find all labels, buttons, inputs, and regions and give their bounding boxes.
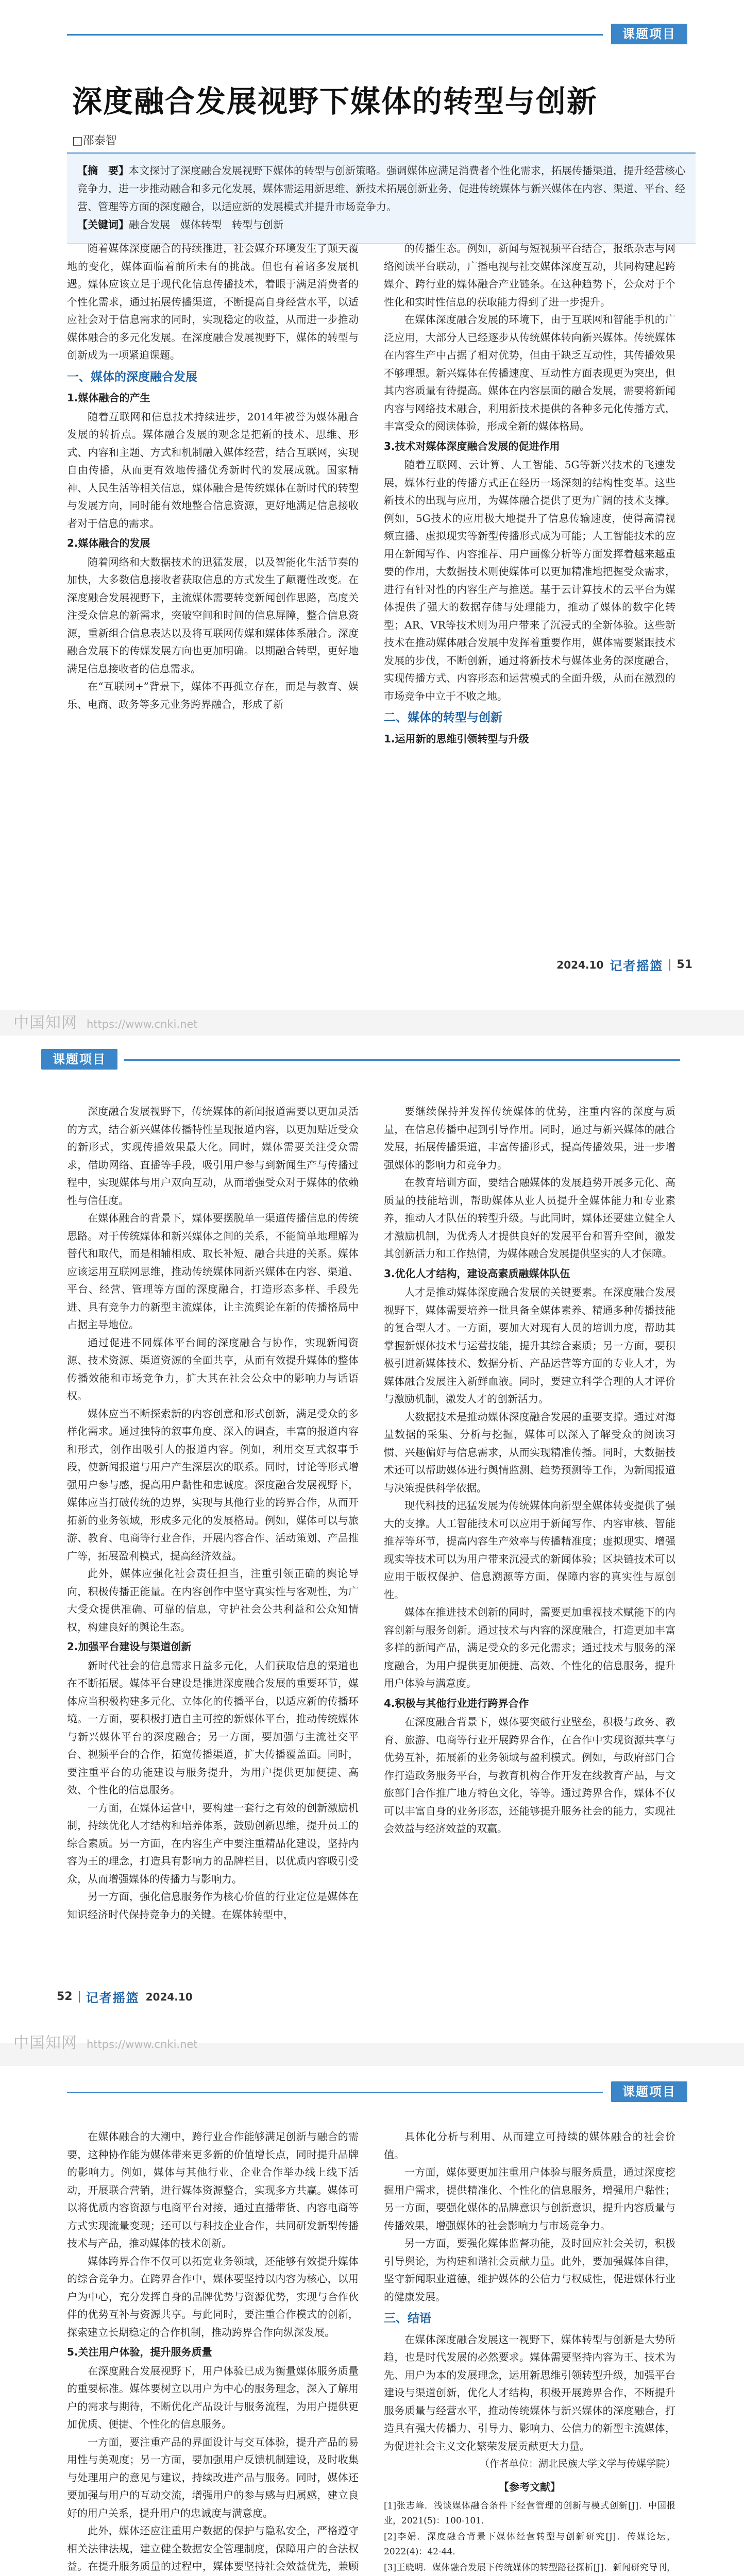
- body-paragraph: 一方面，媒体要更加注重用户体验与服务质量，通过深度挖掘用户需求，提供精准化、个性化的信息服务，增强用户黏性；另一方面，要强化媒体的品牌意识与创新意识，提升内容质量与传播效果，增强媒体的社会影响力与市场竞争力。: [384, 2166, 675, 2232]
- body-paragraph: 具体化分析与利用、从而建立可持续的媒体融合的社会价值。: [384, 2130, 675, 2161]
- body-paragraph: 媒体跨界合作不仅可以拓宽业务领域，还能够有效提升媒体的综合竞争力。在跨界合作中，媒体要坚持以内容为核心，以用户为中心，充分发挥自身的品牌优势与资源优势，实现与合作伙伴的优势互补与资源共享。与此同时，要注重合作模式的创新，探索建立长期稳定的合作机制，推动跨界合作向纵深发展。: [67, 2255, 359, 2338]
- journal-page-51: [0, 0, 744, 1010]
- article-author: □邵泰智: [72, 134, 117, 147]
- body-paragraph: 在教育培训方面，要结合融媒体的发展趋势开展多元化、高质量的技能培训，帮助媒体从业人员提升全媒体能力和专业素养，推动人才队伍的转型升级。与此同时，媒体还要建立健全人才激励机制，为优秀人才提供良好的发展平台和晋升空间，激发其创新活力和工作热情，为媒体融合发展提供坚实的人才保障。: [384, 1176, 675, 1260]
- journal-page-52: [0, 1036, 744, 2043]
- body-paragraph: 随着互联网、云计算、人工智能、5G等新兴技术的飞速发展，媒体行业的传播方式正在经历一场深刻的结构性变革。这些新技术的出现与应用，为媒体融合提供了更为广阔的技术支撑。例如，5G技术的应用极大地提升了信息传输速度，使得高清视频直播、虚拟现实等新型传播形式成为可能；人工智能技术的应用在新闻写作、内容推荐、用户画像分析等方面发挥着越来越重要的作用，大数据技术则使媒体可以更加精准地把握受众需求，进行有针对性的内容生产与推送。基于云计算技术的云平台为媒体提供了强大的数据存储与处理能力，推动了媒体的数字化转型；AR、VR等技术则为用户带来了沉浸式的全新体验。这些新技术在推动媒体融合发展中发挥着重要作用，媒体需要紧跟技术发展的步伐，不断创新，通过将新技术与媒体业务的深度融合，实现传播方式、内容形态和运营模式的全面升级，从而在激烈的市场竞争中立于不败之地。: [384, 459, 675, 702]
- body-paragraph: 一方面，在媒体运营中，要构建一套行之有效的创新激励机制，持续优化人才结构和培养体系，鼓励创新思维，提升员工的综合素质。另一方面，在内容生产中要注重精品化建设，坚持内容为王的理念，打造具有影响力的品牌栏目，以优质内容吸引受众，从而增强媒体的传播力与影响力。: [67, 1801, 359, 1885]
- body-column-right: [384, 2128, 675, 2576]
- section-heading: 三、结语: [384, 2312, 431, 2325]
- subsection-heading: 3.优化人才结构，建设高素质融媒体队伍: [384, 1267, 570, 1280]
- body-paragraph: 在深度融合发展视野下，用户体验已成为衡量媒体服务质量的重要标准。媒体要树立以用户为中心的服务理念，深入了解用户的需求与期待，不断优化产品设计与服务流程，为用户提供更加优质、便捷、个性化的信息服务。: [67, 2364, 359, 2430]
- section-tag: 课题项目: [41, 1049, 117, 1070]
- footer-divider: [669, 959, 670, 971]
- body-paragraph: 大数据技术是推动媒体深度融合发展的重要支撑。通过对海量数据的采集、分析与挖掘，媒体可以深入了解受众的阅读习惯、兴趣偏好与信息需求，从而实现精准传播。同时，大数据技术还可以帮助媒体进行舆情监测、趋势预测等工作，为新闻报道与决策提供科学依据。: [384, 1410, 675, 1494]
- body-column-left: [67, 240, 359, 713]
- page-footer: [57, 1988, 193, 2006]
- body-paragraph: 此外，媒体还应注重用户数据的保护与隐私安全，严格遵守相关法律法规，建立健全数据安全管理制度，保障用户的合法权益。在提升服务质量的过程中，媒体要坚持社会效益优先，兼顾: [67, 2524, 359, 2572]
- reference-item: [3]王晓明．媒体融合发展下传统媒体的转型路径探析[J]．新闻研究导刊，: [384, 2563, 675, 2573]
- body-paragraph: 在媒体深度融合发展的环境下，由于互联网和智能手机的广泛应用，大部分人已经逐步从传统媒体转向新兴媒体。传统媒体在内容生产中占据了相对优势，但由于缺乏互动性，其传播效果不够理想。新兴媒体在传播速度、互动性方面表现更为突出，但其内容质量有待提高。媒体在内容层面的融合发展，需要将新闻内容与网络技术融合，利用新技术提供的各种多元化传播方式，丰富受众的阅读体验，形成全新的媒体格局。: [384, 313, 675, 432]
- subsection-heading: 3.技术对媒体深度融合发展的促进作用: [384, 439, 560, 452]
- keywords-label: 【关键词】: [77, 218, 129, 231]
- body-column-right: [384, 240, 675, 749]
- body-paragraph: 的传播生态。例如，新闻与短视频平台结合，报纸杂志与网络阅读平台联动，广播电视与社交媒体深度互动，共同构建起跨媒介、跨行业的媒体融合产业链条。在这种趋势下，公众对于个性化和实时性信息的获取能力得到了进一步提升。: [384, 242, 675, 308]
- magazine-name: 记者摇篮: [610, 958, 664, 973]
- body-column-left: [67, 1103, 359, 1923]
- body-paragraph: 在媒体深度融合发展这一视野下，媒体转型与创新是大势所趋，也是时代发展的必然要求。媒体需要坚持内容为王、技术为先、用户为本的发展理念，运用新思维引领转型升级，加强平台建设与渠道创新，优化人才结构，积极开展跨界合作，不断提升服务质量与经营水平，推动传统媒体与新兴媒体的深度融合，打造具有强大传播力、引导力、影响力、公信力的新型主流媒体，为促进社会主义文化繁荣发展贡献更大力量。: [384, 2333, 675, 2452]
- body-paragraph: 随着媒体深度融合的持续推进，社会媒介环境发生了颠天覆地的变化，媒体面临着前所未有的挑战。但也有着诸多发展机遇。媒体应该立足于现代化信息传播技术，着眼于满足消费者的个性化需求，通过拓展传播渠道，不断提高自身经营水平，以适应社会对于信息需求的同时，实现稳定的收益，从而进一步推动媒体融合的多元化发展。在深度融合发展视野下，媒体的转型与创新成为一项紧迫课题。: [67, 242, 359, 361]
- abstract-box: [67, 152, 696, 244]
- subsection-heading: 2.加强平台建设与渠道创新: [67, 1640, 192, 1653]
- article-title: 深度融合发展视野下媒体的转型与创新: [72, 84, 598, 119]
- subsection-heading: 1.运用新的思维引领转型与升级: [384, 732, 529, 745]
- header-rule: [67, 34, 603, 36]
- page-number: 52: [57, 1990, 73, 2003]
- abstract-text: 本文探讨了深度融合发展视野下媒体的转型与创新策略。强调媒体应满足消费者个性化需求，拓展传播渠道，提升经营核心竞争力，进一步推动融合和多元化发展，媒体需运用新思维、新技术拓展创新业务，促进传统媒体与新兴媒体在内容、渠道、平台、经营、管理等方面的深度融合，以适应新的发展模式并提升市场竞争力。: [77, 164, 685, 213]
- watermark-brand: 中国知网: [13, 2034, 77, 2052]
- header-rule: [124, 1059, 680, 1061]
- keywords-text: 融合发展 媒体转型 转型与创新: [129, 218, 283, 231]
- issue-date: 2024.10: [145, 1990, 193, 2003]
- section-tag: 课题项目: [611, 24, 687, 44]
- body-paragraph: 媒体在推进技术创新的同时，需要更加重视技术赋能下的内容创新与服务创新。通过技术与内容的深度融合，打造更加丰富多样的新闻产品，满足受众的多元化需求；通过技术与服务的深度融合，为用户提供更加便捷、高效、个性化的信息服务，提升用户体验与满意度。: [384, 1606, 675, 1689]
- keywords: [77, 216, 685, 234]
- author-affiliation: （作者单位：湖北民族大学文学与传媒学院）: [479, 2458, 675, 2469]
- header-rule: [67, 2092, 603, 2093]
- footer-divider: [79, 1991, 80, 2003]
- subsection-heading: 1.媒体融合的产生: [67, 392, 150, 404]
- subsection-heading: 2.媒体融合的发展: [67, 537, 150, 549]
- magazine-name: 记者摇篮: [86, 1990, 140, 2005]
- reference-item: [1]张志峰．浅谈媒体融合条件下经营管理的创新与模式创新[J]．中国报业，2021(5)：100-101．: [384, 2501, 675, 2526]
- cnki-watermark: [13, 1010, 198, 1032]
- watermark-url: https://www.cnki.net: [87, 2038, 198, 2050]
- body-column-right: [384, 1103, 675, 1838]
- body-paragraph: 媒体应当不断探索新的内容创意和形式创新，满足受众的多样化需求。通过独特的叙事角度、深入的调查，丰富的报道内容和形式，创作出吸引人的报道内容。例如，利用交互式叙事手段，使新闻报道与用户产生深层次的联系。同时，讨论等形式增强用户参与感，提高用户黏性和忠诚度。深度融合发展视野下，媒体应当打破传统的边界，实现与其他行业的跨界合作，从而开拓新的业务领域，形成多元化的发展格局。例如，媒体可以与旅游、教育、电商等行业合作，开展内容合作、活动策划、产品推广等，拓展盈利模式，提高经济效益。: [67, 1407, 359, 1562]
- body-paragraph: 新时代社会的信息需求日益多元化，人们获取信息的渠道也在不断拓展。媒体平台建设是推进深度融合发展的重要环节，媒体应当积极构建多元化、立体化的传播平台，以适应新的传播环境。一方面，要积极打造自主可控的新媒体平台，推动传统媒体与新兴媒体平台的深度融合；另一方面，要加强与主流社交平台、视频平台的合作，拓宽传播渠道，扩大传播覆盖面。同时，要注重平台的功能建设与服务提升，为用户提供更加便捷、高效、个性化的信息服务。: [67, 1659, 359, 1796]
- body-paragraph: 要继续保持并发挥传统媒体的优势，注重内容的深度与质量，在信息传播中起到引导作用。同时，通过与新兴媒体的融合发展，拓展传播渠道，丰富传播形式，提高传播效果，进一步增强媒体的影响力和竞争力。: [384, 1105, 675, 1171]
- body-paragraph: 另一方面，要强化媒体监督功能，及时回应社会关切，积极引导舆论，为构建和谐社会贡献力量。此外，要加强媒体自律，坚守新闻职业道德，维护媒体的公信力与权威性，促进媒体行业的健康发展。: [384, 2237, 675, 2303]
- abstract-label: 【摘 要】: [77, 164, 129, 177]
- body-column-left: [67, 2128, 359, 2576]
- body-paragraph: 此外，媒体应强化社会责任担当，注重引领正确的舆论导向，积极传播正能量。在内容创作中坚守真实性与客观性，为广大受众提供准确、可靠的信息，守护社会公共利益和公众知情权，构建良好的舆论生态。: [67, 1567, 359, 1633]
- body-paragraph: 在深度融合背景下，媒体要突破行业壁垒，积极与政务、教育、旅游、电商等行业开展跨界合作，在合作中实现资源共享与优势互补，拓展新的业务领域与盈利模式。例如，与政府部门合作打造政务服务平台，与教育机构合作开发在线教育产品，与文旅部门合作推广地方特色文化，等等。通过跨界合作，媒体不仅可以丰富自身的业务形态，还能够提升服务社会的能力，实现社会效益与经济效益的双赢。: [384, 1716, 675, 1835]
- body-paragraph: 现代科技的迅猛发展为传统媒体向新型全媒体转变提供了强大的支撑。人工智能技术可以应用于新闻写作、内容审核、智能推荐等环节，提高内容生产效率与传播精准度；虚拟现实、增强现实等技术可以为用户带来沉浸式的新闻体验；区块链技术可以应用于版权保护、信息溯源等方面，保障内容的真实性与原创性。: [384, 1499, 675, 1601]
- body-paragraph: 深度融合发展视野下，传统媒体的新闻报道需要以更加灵活的方式，结合新兴媒体传播特性呈现报道内容，以更加贴近受众的新形式，实现传播效果最大化。同时，媒体需要关注受众需求，借助网络、直播等手段，吸引用户参与到新闻生产与传播过程中，实现媒体与用户双向互动，从而增强受众对于媒体的依赖性与信任度。: [67, 1105, 359, 1207]
- body-paragraph: 人才是推动媒体深度融合发展的关键要素。在深度融合发展视野下，媒体需要培养一批具备全媒体素养、精通多种传播技能的复合型人才。一方面，要加大对现有人员的培训力度，帮助其掌握新媒体技术与运营技能，提升其综合素质；另一方面，要积极引进新媒体技术、数据分析、产品运营等方面的专业人才，为媒体融合发展注入新鲜血液。同时，要建立科学合理的人才评价与激励机制，激发人才的创新活力。: [384, 1286, 675, 1405]
- watermark-brand: 中国知网: [13, 1014, 77, 1032]
- issue-date: 2024.10: [556, 958, 604, 971]
- body-paragraph: 一方面，要注重产品的界面设计与交互体验，提升产品的易用性与美观度；另一方面，要加强用户反馈机制建设，及时收集与处理用户的意见与建议，持续改进产品与服务。同时，媒体还要加强与用户的互动交流，增强用户的参与感与归属感，建立良好的用户关系，提升用户的忠诚度与满意度。: [67, 2435, 359, 2519]
- body-paragraph: 另一方面，强化信息服务作为核心价值的行业定位是媒体在知识经济时代保持竞争力的关键。在媒体转型中，: [67, 1890, 359, 1921]
- section-tag: 课题项目: [611, 2081, 687, 2102]
- page-footer: [556, 956, 692, 974]
- body-paragraph: 在媒体融合的背景下，媒体要摆脱单一渠道传播信息的传统思路。对于传统媒体和新兴媒体之间的关系，不能简单地理解为替代和取代，而是相辅相成、取长补短、融合共进的关系。媒体应该运用互联网思维，推动传统媒体同新兴媒体在内容、渠道、平台、经营、管理等方面的深度融合，打造形态多样、手段先进、具有竞争力的新型主流媒体，让主流舆论在新的传播格局中占据主导地位。: [67, 1212, 359, 1331]
- journal-page-53: [0, 2066, 744, 2576]
- cnki-watermark: [13, 2030, 198, 2053]
- subsection-heading: 5.关注用户体验，提升服务质量: [67, 2346, 212, 2358]
- reference-list: [384, 2499, 675, 2576]
- subsection-heading: 4.积极与其他行业进行跨界合作: [384, 1697, 529, 1709]
- section-heading: 一、媒体的深度融合发展: [67, 370, 197, 384]
- reference-item: [2]李娟．深度融合背景下媒体经营转型与创新研究[J]．传媒论坛，2022(4)：42-44．: [384, 2532, 675, 2557]
- body-paragraph: 通过促进不同媒体平台间的深度融合与协作，实现新闻资源、技术资源、渠道资源的全面共享，从而有效提升媒体的整体传播效能和市场竞争力，扩大其在社会公众中的影响力与话语权。: [67, 1336, 359, 1402]
- body-paragraph: 在“互联网+”背景下，媒体不再孤立存在，而是与教育、娱乐、电商、政务等多元业务跨界融合，形成了新: [67, 680, 359, 710]
- section-heading: 二、媒体的转型与创新: [384, 711, 502, 724]
- references-heading: 【参考文献】: [499, 2480, 561, 2493]
- page-number: 51: [677, 958, 692, 971]
- abstract: [77, 162, 685, 216]
- body-paragraph: 随着互联网和信息技术持续进步，2014年被誉为媒体融合发展的转折点。媒体融合发展的观念是把新的技术、思维、形式、内容和主题、方式和机制融入媒体经营，结合互联网，实现自由传播，从而更有效地传播优秀新时代的发展成就。国家精神、人民生活等相关信息，媒体融合是传统媒体在新时代的转型与发展方向，同时能有效地整合信息资源，更好地满足信息接收者对于信息的需求。: [67, 410, 359, 530]
- watermark-url: https://www.cnki.net: [87, 1018, 198, 1030]
- body-paragraph: 在媒体融合的大潮中，跨行业合作能够满足创新与融合的需要，这种协作能为媒体带来更多新的价值增长点，同时提升品牌的影响力。例如，媒体与其他行业、企业合作举办线上线下活动，开展联合营销，进行媒体资源整合，实现多方共赢。媒体可以将优质内容资源与电商平台对接，通过直播带货、内容电商等方式实现流量变现；还可以与科技企业合作，共同研发新型传播技术与产品，推动媒体的技术创新。: [67, 2130, 359, 2249]
- body-paragraph: 随着网络和大数据技术的迅猛发展，以及智能化生活节奏的加快，大多数信息接收者获取信息的方式发生了颠覆性改变。在深度融合发展视野下，主流媒体需要转变新闻创作思路，高度关注受众信息的新需求，突破空间和时间的信息屏障，整合信息资源，重新组合信息表达以及将互联网传媒和媒体体系融合。深度融合发展下的传媒发展方向也更加明确。以期融合转型，更好地满足信息接收者的信息需求。: [67, 555, 359, 675]
